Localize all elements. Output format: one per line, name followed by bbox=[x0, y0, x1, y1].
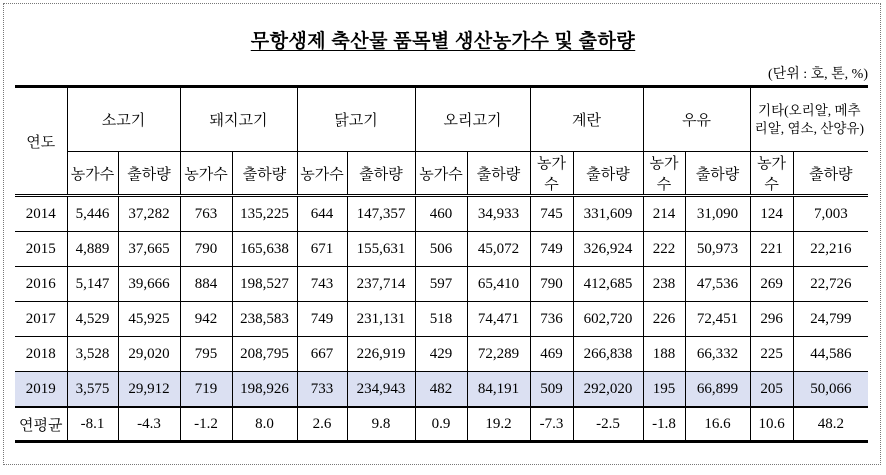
table-cell: 74,471 bbox=[467, 302, 530, 337]
table-cell: 135,225 bbox=[232, 196, 297, 232]
table-row bbox=[15, 267, 868, 302]
table-cell: 4,529 bbox=[67, 302, 118, 337]
subheader-shipments: 출하량 bbox=[685, 152, 750, 196]
table-cell: -4.3 bbox=[118, 407, 180, 442]
table-cell: 147,357 bbox=[347, 196, 415, 232]
table-cell: 719 bbox=[180, 372, 232, 408]
table-row bbox=[15, 372, 868, 408]
table-cell: 237,714 bbox=[347, 267, 415, 302]
table-cell: 37,282 bbox=[118, 196, 180, 232]
table-row bbox=[15, 196, 868, 232]
year-cell: 2014 bbox=[15, 196, 67, 232]
table-cell: -2.5 bbox=[573, 407, 643, 442]
year-column-header: 연도 bbox=[15, 87, 67, 196]
table-cell: 884 bbox=[180, 267, 232, 302]
page-title: 무항생제 축산물 품목별 생산농가수 및 출하량 bbox=[250, 31, 636, 52]
table-cell: 48.2 bbox=[793, 407, 868, 442]
group-header: 닭고기 bbox=[297, 87, 415, 152]
table-cell: 9.8 bbox=[347, 407, 415, 442]
subheader-farms: 농가수 bbox=[643, 152, 685, 196]
table-cell: 8.0 bbox=[232, 407, 297, 442]
table-cell: 50,066 bbox=[793, 372, 868, 408]
table-cell: 292,020 bbox=[573, 372, 643, 408]
table-cell: 509 bbox=[530, 372, 573, 408]
table-cell: 506 bbox=[415, 232, 467, 267]
table-cell: 644 bbox=[297, 196, 347, 232]
table-cell: 44,586 bbox=[793, 337, 868, 372]
table-cell: 50,973 bbox=[685, 232, 750, 267]
year-cell: 2017 bbox=[15, 302, 67, 337]
table-cell: 66,332 bbox=[685, 337, 750, 372]
table-cell: 749 bbox=[297, 302, 347, 337]
table-cell: 3,528 bbox=[67, 337, 118, 372]
subheader-shipments: 출하량 bbox=[573, 152, 643, 196]
table-cell: 795 bbox=[180, 337, 232, 372]
subheader-farms: 농가수 bbox=[180, 152, 232, 196]
table-cell: 47,536 bbox=[685, 267, 750, 302]
table-cell: 124 bbox=[750, 196, 793, 232]
group-header: 돼지고기 bbox=[180, 87, 297, 152]
table-row bbox=[15, 232, 868, 267]
table-cell: 3,575 bbox=[67, 372, 118, 408]
table-cell: 198,527 bbox=[232, 267, 297, 302]
table-cell: 0.9 bbox=[415, 407, 467, 442]
table-cell: 31,090 bbox=[685, 196, 750, 232]
table-cell: 942 bbox=[180, 302, 232, 337]
table-cell: 460 bbox=[415, 196, 467, 232]
subheader-farms: 농가수 bbox=[530, 152, 573, 196]
table-cell: 198,926 bbox=[232, 372, 297, 408]
subheader-shipments: 출하량 bbox=[467, 152, 530, 196]
subheader-farms: 농가수 bbox=[415, 152, 467, 196]
table-cell: 72,289 bbox=[467, 337, 530, 372]
table-cell: 19.2 bbox=[467, 407, 530, 442]
table-cell: 790 bbox=[530, 267, 573, 302]
table-cell: 749 bbox=[530, 232, 573, 267]
livestock-table bbox=[15, 85, 868, 443]
table-cell: 22,726 bbox=[793, 267, 868, 302]
table-cell: 326,924 bbox=[573, 232, 643, 267]
table-cell: 226 bbox=[643, 302, 685, 337]
group-header: 계란 bbox=[530, 87, 643, 152]
table-cell: 225 bbox=[750, 337, 793, 372]
table-cell: 429 bbox=[415, 337, 467, 372]
table-cell: 602,720 bbox=[573, 302, 643, 337]
subheader-farms: 농가수 bbox=[750, 152, 793, 196]
table-cell: 24,799 bbox=[793, 302, 868, 337]
table-cell: 22,216 bbox=[793, 232, 868, 267]
table-group-header-row bbox=[15, 87, 868, 152]
table-cell: -8.1 bbox=[67, 407, 118, 442]
table-cell: 597 bbox=[415, 267, 467, 302]
year-cell: 2019 bbox=[15, 372, 67, 408]
table-cell: 5,446 bbox=[67, 196, 118, 232]
table-cell: 84,191 bbox=[467, 372, 530, 408]
year-cell: 2016 bbox=[15, 267, 67, 302]
table-cell: 214 bbox=[643, 196, 685, 232]
table-cell: 671 bbox=[297, 232, 347, 267]
table-cell: 66,899 bbox=[685, 372, 750, 408]
table-subheader-row bbox=[15, 152, 868, 196]
table-cell: 39,666 bbox=[118, 267, 180, 302]
table-cell: 238,583 bbox=[232, 302, 297, 337]
table-cell: 4,889 bbox=[67, 232, 118, 267]
table-cell: -1.2 bbox=[180, 407, 232, 442]
table-cell: 16.6 bbox=[685, 407, 750, 442]
table-cell: 518 bbox=[415, 302, 467, 337]
table-row bbox=[15, 302, 868, 337]
average-row bbox=[15, 407, 868, 442]
table-cell: 45,072 bbox=[467, 232, 530, 267]
subheader-shipments: 출하량 bbox=[347, 152, 415, 196]
subheader-farms: 농가수 bbox=[67, 152, 118, 196]
year-cell: 2015 bbox=[15, 232, 67, 267]
table-cell: 238 bbox=[643, 267, 685, 302]
table-cell: 266,838 bbox=[573, 337, 643, 372]
group-header: 기타(오리알, 메추리알, 염소, 산양유) bbox=[750, 87, 868, 152]
subheader-shipments: 출하량 bbox=[118, 152, 180, 196]
table-cell: 296 bbox=[750, 302, 793, 337]
table-cell: 29,020 bbox=[118, 337, 180, 372]
table-cell: 231,131 bbox=[347, 302, 415, 337]
table-cell: 195 bbox=[643, 372, 685, 408]
table-cell: 188 bbox=[643, 337, 685, 372]
table-cell: 37,665 bbox=[118, 232, 180, 267]
table-cell: -7.3 bbox=[530, 407, 573, 442]
subheader-shipments: 출하량 bbox=[232, 152, 297, 196]
table-cell: 269 bbox=[750, 267, 793, 302]
table-cell: 667 bbox=[297, 337, 347, 372]
year-cell: 연평균 bbox=[15, 407, 67, 442]
table-cell: 790 bbox=[180, 232, 232, 267]
table-cell: 226,919 bbox=[347, 337, 415, 372]
table-cell: 763 bbox=[180, 196, 232, 232]
table-cell: 469 bbox=[530, 337, 573, 372]
table-cell: 736 bbox=[530, 302, 573, 337]
table-cell: 155,631 bbox=[347, 232, 415, 267]
table-cell: 234,943 bbox=[347, 372, 415, 408]
table-cell: 733 bbox=[297, 372, 347, 408]
table-cell: 221 bbox=[750, 232, 793, 267]
table-cell: 165,638 bbox=[232, 232, 297, 267]
table-cell: 34,933 bbox=[467, 196, 530, 232]
table-row bbox=[15, 337, 868, 372]
table-cell: 72,451 bbox=[685, 302, 750, 337]
group-header: 소고기 bbox=[67, 87, 180, 152]
table-cell: 208,795 bbox=[232, 337, 297, 372]
table-cell: 745 bbox=[530, 196, 573, 232]
table-cell: 7,003 bbox=[793, 196, 868, 232]
table-cell: 205 bbox=[750, 372, 793, 408]
table-cell: 45,925 bbox=[118, 302, 180, 337]
group-header: 우유 bbox=[643, 87, 750, 152]
table-cell: 412,685 bbox=[573, 267, 643, 302]
table-cell: 222 bbox=[643, 232, 685, 267]
table-cell: 482 bbox=[415, 372, 467, 408]
table-head bbox=[15, 87, 868, 196]
table-cell: 10.6 bbox=[750, 407, 793, 442]
table-body bbox=[15, 196, 868, 442]
unit-note: (단위 : 호, 톤, %) bbox=[768, 67, 868, 82]
table-cell: 2.6 bbox=[297, 407, 347, 442]
group-header: 오리고기 bbox=[415, 87, 530, 152]
subheader-farms: 농가수 bbox=[297, 152, 347, 196]
year-cell: 2018 bbox=[15, 337, 67, 372]
table-cell: 5,147 bbox=[67, 267, 118, 302]
table-cell: 65,410 bbox=[467, 267, 530, 302]
table-cell: -1.8 bbox=[643, 407, 685, 442]
subheader-shipments: 출하량 bbox=[793, 152, 868, 196]
table-cell: 29,912 bbox=[118, 372, 180, 408]
table-cell: 331,609 bbox=[573, 196, 643, 232]
table-cell: 743 bbox=[297, 267, 347, 302]
